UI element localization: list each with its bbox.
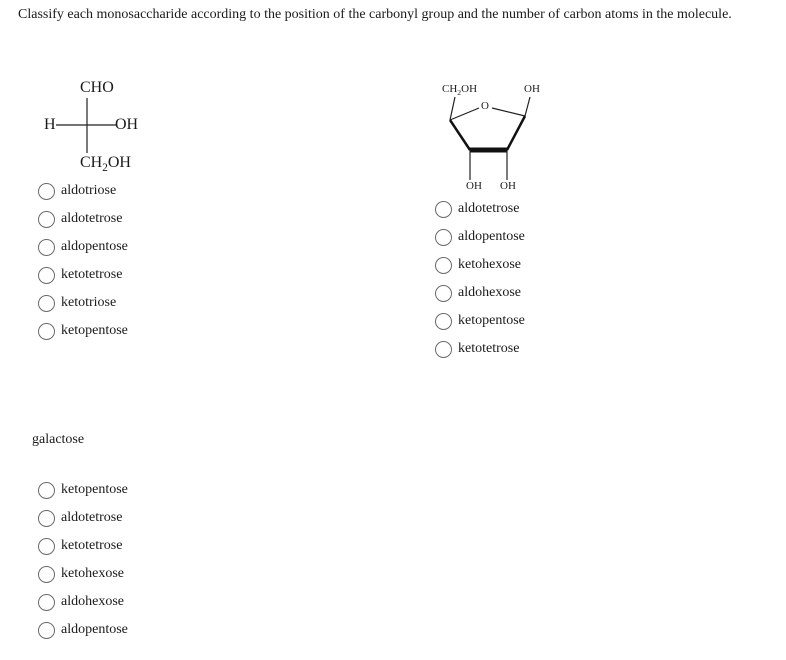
question-1-options — [38, 177, 128, 345]
option-ketohexose[interactable]: ketohexose — [435, 251, 525, 279]
question-3-options — [38, 476, 128, 644]
radio-button[interactable] — [38, 538, 55, 555]
haworth-ring-bonds — [0, 0, 120, 120]
option-aldopentose[interactable]: aldopentose — [38, 616, 128, 644]
option-aldopentose[interactable]: aldopentose — [38, 233, 128, 261]
option-ketotriose[interactable]: ketotriose — [38, 289, 128, 317]
cho-label: CHO — [80, 79, 114, 96]
radio-button[interactable] — [38, 239, 55, 256]
radio-button[interactable] — [435, 285, 452, 302]
oh-bottom-left-label: OH — [466, 180, 482, 192]
option-ketotetrose[interactable]: ketotetrose — [38, 261, 128, 289]
radio-button[interactable] — [38, 267, 55, 284]
option-ketopentose[interactable]: ketopentose — [38, 476, 128, 504]
radio-button[interactable] — [435, 229, 452, 246]
option-ketotetrose[interactable]: ketotetrose — [38, 532, 128, 560]
oh-top-right-label: OH — [524, 83, 540, 95]
oh-label: OH — [115, 116, 139, 133]
oh-bottom-right-label: OH — [500, 180, 516, 192]
option-aldopentose[interactable]: aldopentose — [435, 223, 525, 251]
radio-button[interactable] — [38, 510, 55, 527]
radio-button[interactable] — [38, 566, 55, 583]
ring-oxygen-label: O — [481, 100, 489, 112]
radio-button[interactable] — [38, 323, 55, 340]
instructions: Classify each monosaccharide according to the position of the carbonyl group and the number of carbon atoms in the molecule. — [18, 7, 732, 22]
radio-button[interactable] — [38, 594, 55, 611]
radio-button[interactable] — [435, 313, 452, 330]
ch2oh-label: $CH_2OH$ — [442, 83, 478, 97]
option-aldotriose[interactable]: aldotriose — [38, 177, 128, 205]
radio-button[interactable] — [38, 622, 55, 639]
option-aldotetrose[interactable]: aldotetrose — [435, 195, 525, 223]
radio-button[interactable] — [38, 211, 55, 228]
option-aldohexose[interactable]: aldohexose — [435, 279, 525, 307]
option-aldohexose[interactable]: aldohexose — [38, 588, 128, 616]
h-label: H — [44, 116, 56, 133]
option-ketohexose[interactable]: ketohexose — [38, 560, 128, 588]
ch2oh-label: $CH_2OH$ — [80, 154, 131, 174]
option-ketotetrose[interactable]: ketotetrose — [435, 335, 525, 363]
option-aldotetrose[interactable]: aldotetrose — [38, 205, 128, 233]
radio-button[interactable] — [38, 482, 55, 499]
radio-button[interactable] — [38, 183, 55, 200]
radio-button[interactable] — [38, 295, 55, 312]
option-ketopentose[interactable]: ketopentose — [435, 307, 525, 335]
radio-button[interactable] — [435, 257, 452, 274]
question-2-options — [435, 195, 525, 363]
radio-button[interactable] — [435, 341, 452, 358]
option-aldotetrose[interactable]: aldotetrose — [38, 504, 128, 532]
option-ketopentose[interactable]: ketopentose — [38, 317, 128, 345]
radio-button[interactable] — [435, 201, 452, 218]
galactose-label: galactose — [32, 432, 85, 447]
